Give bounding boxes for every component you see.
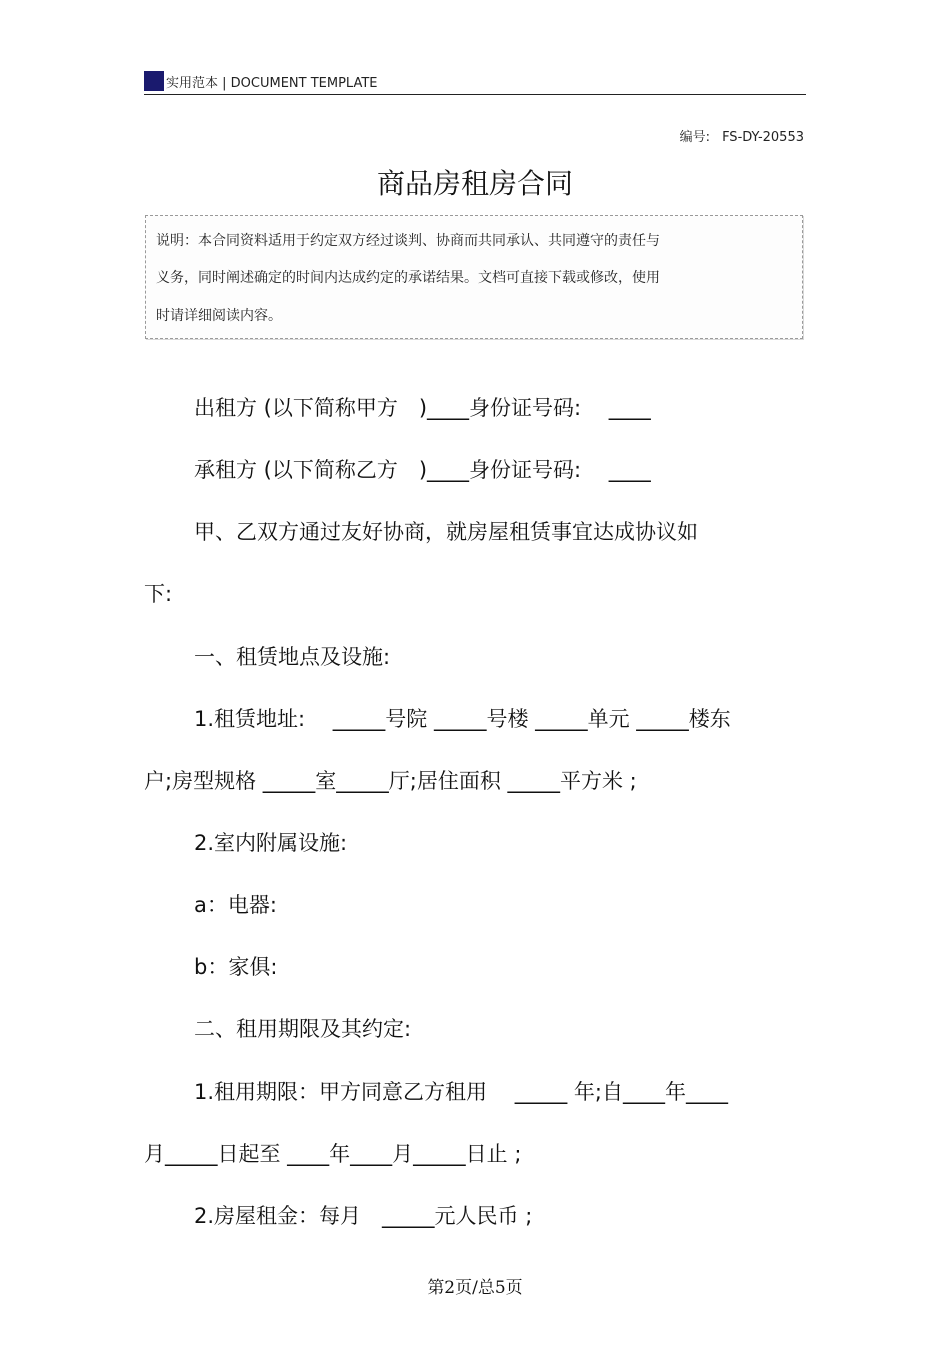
document-header (144, 68, 806, 95)
clause-term-continuation: 月_____日起至 ____年____月_____日止 ; (144, 1142, 522, 1166)
clause-address: 1.租赁地址: _____号院 _____号楼 _____单元 _____楼东 (194, 707, 731, 731)
description-line: 义务，同时阐述确定的时间内达成约定的承诺结果。文档可直接下载或修改，使用 (156, 270, 660, 286)
document-number-value: FS-DY-20553 (722, 130, 804, 145)
lessee-line: 承租方 (以下简称乙方 )____身份证号码: ____ (194, 458, 651, 482)
description-line: 时请详细阅读内容。 (156, 308, 282, 324)
clause-appliances: a：电器: (194, 893, 277, 917)
agreement-intro-line: 甲、乙双方通过友好协商，就房屋租赁事宜达成协议如 (194, 520, 698, 544)
lessor-line: 出租方 (以下简称甲方 )____身份证号码: ____ (194, 396, 651, 420)
agreement-intro-continuation: 下: (144, 582, 173, 606)
description-box (145, 215, 803, 339)
document-number (680, 126, 804, 145)
description-line: 说明：本合同资料适用于约定双方经过谈判、协商而共同承认、共同遵守的责任与 (156, 233, 660, 249)
document-number-label: 编号: (679, 130, 711, 145)
section-heading-term: 二、租用期限及其约定: (194, 1017, 412, 1041)
page-indicator: 第2页/总5页 (427, 1278, 523, 1298)
clause-term: 1.租用期限：甲方同意乙方租用 _____ 年;自____年____ (194, 1080, 728, 1104)
header-logo-square (144, 71, 164, 91)
clause-furniture: b：家俱: (194, 955, 278, 979)
document-title: 商品房租房合同 (376, 167, 573, 200)
header-label: 实用范本 | DOCUMENT TEMPLATE (166, 76, 378, 91)
clause-facilities: 2.室内附属设施: (194, 831, 348, 855)
clause-address-continuation: 户;房型规格 _____室_____厅;居住面积 _____平方米 ; (144, 769, 637, 793)
clause-rent: 2.房屋租金：每月 _____元人民币 ; (194, 1204, 533, 1228)
section-heading-location: 一、租赁地点及设施: (194, 645, 391, 669)
